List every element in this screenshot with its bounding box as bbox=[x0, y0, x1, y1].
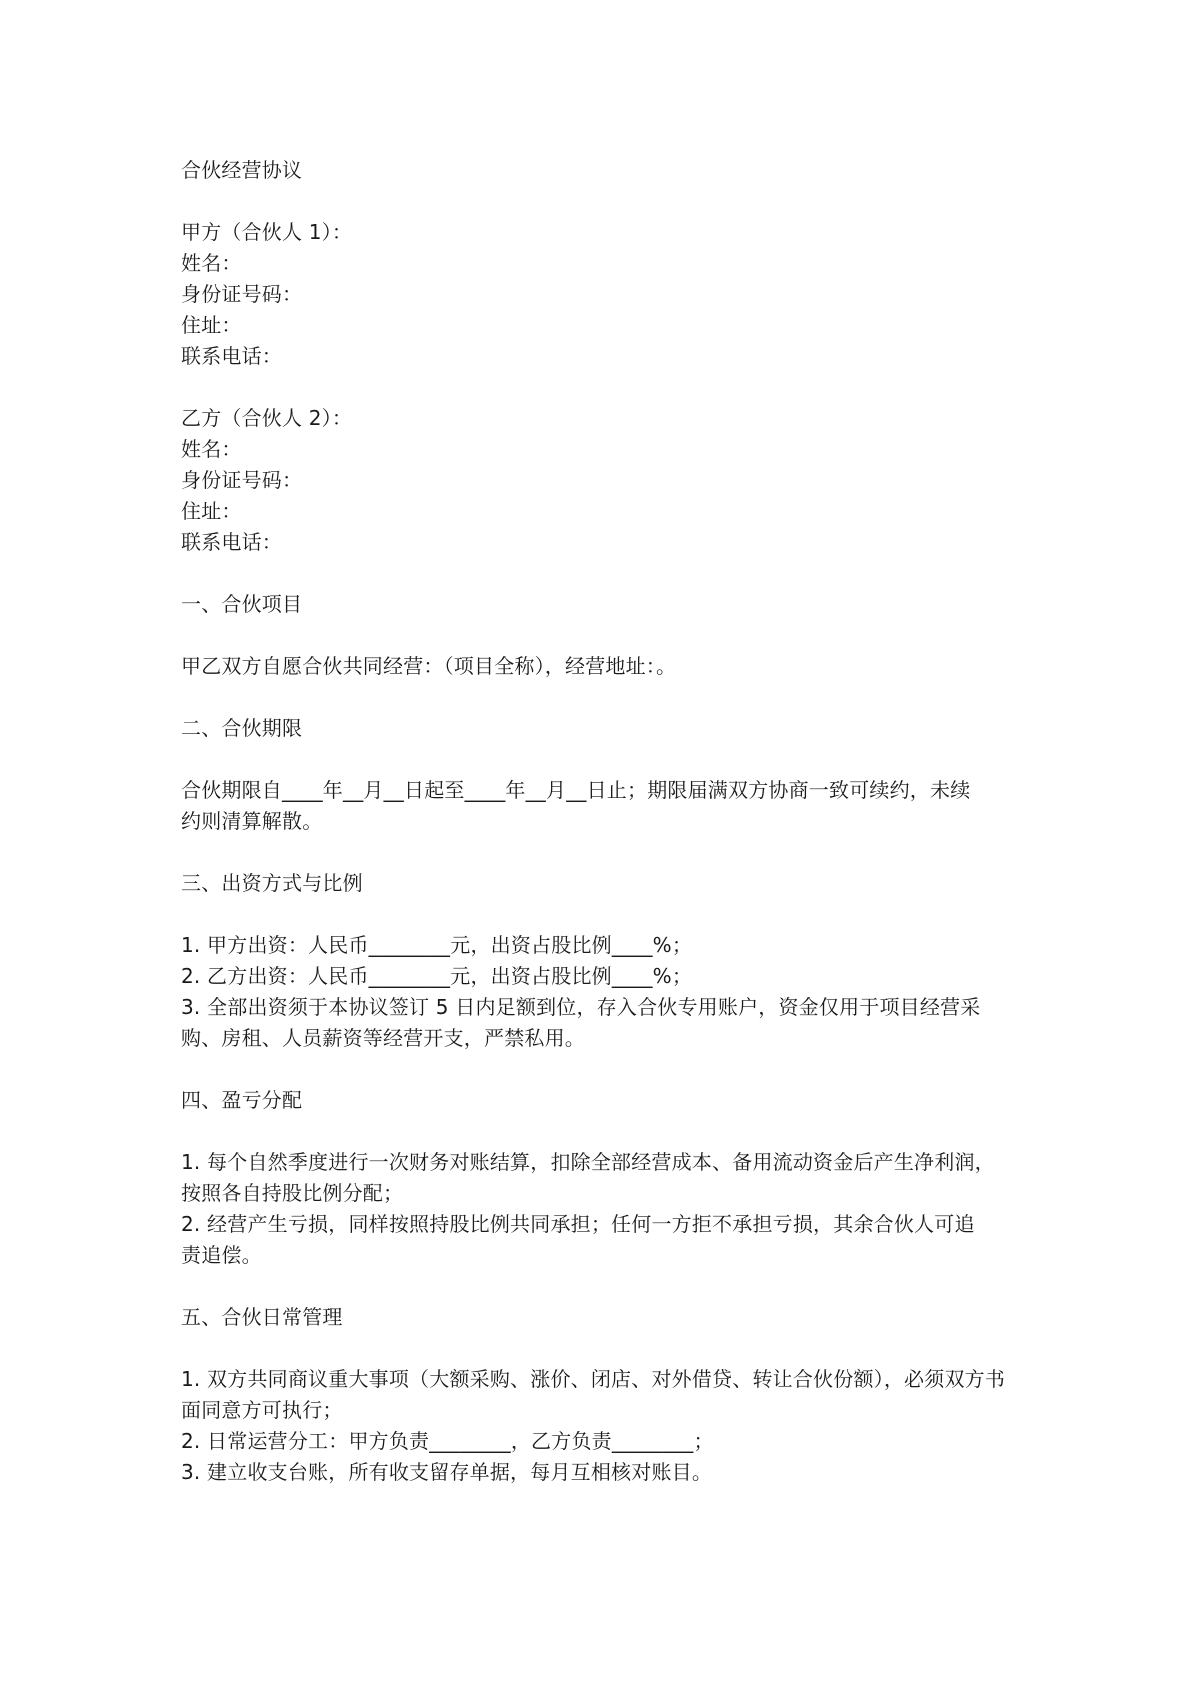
section-paragraph-line: 甲乙双方自愿合伙共同经营：（项目全称），经营地址：。 bbox=[181, 654, 677, 678]
party-b-heading: 乙方（合伙人 2）： bbox=[181, 406, 353, 430]
party-a-block bbox=[181, 217, 1031, 372]
section-heading: 四、盈亏分配 bbox=[181, 1088, 303, 1112]
spacer bbox=[181, 558, 1031, 589]
spacer bbox=[181, 682, 1031, 713]
party-b-block bbox=[181, 403, 1031, 558]
section-paragraph-line: 1. 每个自然季度进行一次财务对账结算，扣除全部经营成本、备用流动资金后产生净利润， bbox=[181, 1150, 995, 1174]
spacer bbox=[181, 1054, 1031, 1085]
party-a-id-label: 身份证号码： bbox=[181, 282, 303, 306]
section-heading: 一、合伙项目 bbox=[181, 592, 303, 616]
party-b-phone-label: 联系电话： bbox=[181, 530, 282, 554]
spacer bbox=[181, 899, 1031, 930]
section-paragraph-line: 合伙期限自____年__月__日起至____年__月__日止；期限届满双方协商一致可续约，未续 bbox=[181, 778, 971, 802]
section-management bbox=[181, 1302, 1031, 1488]
section-heading: 五、合伙日常管理 bbox=[181, 1305, 343, 1329]
section-paragraph-line: 责追偿。 bbox=[181, 1243, 262, 1267]
section-paragraph-line: 3. 全部出资须于本协议签订 5 日内足额到位，存入合伙专用账户，资金仅用于项目经营采 bbox=[181, 995, 981, 1019]
spacer bbox=[181, 372, 1031, 403]
party-b-id-label: 身份证号码： bbox=[181, 468, 303, 492]
party-a-phone-label: 联系电话： bbox=[181, 344, 282, 368]
spacer bbox=[181, 744, 1031, 775]
spacer bbox=[181, 620, 1031, 651]
party-a-heading: 甲方（合伙人 1）： bbox=[181, 220, 353, 244]
section-heading: 二、合伙期限 bbox=[181, 716, 303, 740]
spacer bbox=[181, 837, 1031, 868]
party-b-name-label: 姓名： bbox=[181, 437, 242, 461]
section-paragraph-line: 约则清算解散。 bbox=[181, 809, 323, 833]
section-capital bbox=[181, 868, 1031, 1054]
section-heading: 三、出资方式与比例 bbox=[181, 871, 363, 895]
spacer bbox=[181, 1271, 1031, 1302]
section-paragraph-line: 2. 经营产生亏损，同样按照持股比例共同承担；任何一方拒不承担亏损，其余合伙人可追 bbox=[181, 1212, 975, 1236]
section-paragraph-line: 按照各自持股比例分配； bbox=[181, 1181, 404, 1205]
spacer bbox=[181, 186, 1031, 217]
section-term bbox=[181, 713, 1031, 837]
section-paragraph-line: 2. 日常运营分工：甲方负责________，乙方负责________； bbox=[181, 1429, 714, 1453]
spacer bbox=[181, 1333, 1031, 1364]
section-profit-loss bbox=[181, 1085, 1031, 1271]
section-paragraph-line: 1. 甲方出资：人民币________元，出资占股比例____%； bbox=[181, 933, 693, 957]
section-paragraph-line: 3. 建立收支台账，所有收支留存单据，每月互相核对账目。 bbox=[181, 1460, 713, 1484]
section-paragraph-line: 面同意方可执行； bbox=[181, 1398, 343, 1422]
document-body bbox=[181, 155, 1031, 1488]
spacer bbox=[181, 1116, 1031, 1147]
document-title: 合伙经营协议 bbox=[181, 158, 303, 182]
section-paragraph-line: 购、房租、人员薪资等经营开支，严禁私用。 bbox=[181, 1026, 585, 1050]
section-paragraph-line: 2. 乙方出资：人民币________元，出资占股比例____%； bbox=[181, 964, 693, 988]
party-b-address-label: 住址： bbox=[181, 499, 242, 523]
party-a-address-label: 住址： bbox=[181, 313, 242, 337]
section-paragraph-line: 1. 双方共同商议重大事项（大额采购、涨价、闭店、对外借贷、转让合伙份额），必须双方书 bbox=[181, 1367, 1006, 1391]
party-a-name-label: 姓名： bbox=[181, 251, 242, 275]
section-project bbox=[181, 589, 1031, 682]
